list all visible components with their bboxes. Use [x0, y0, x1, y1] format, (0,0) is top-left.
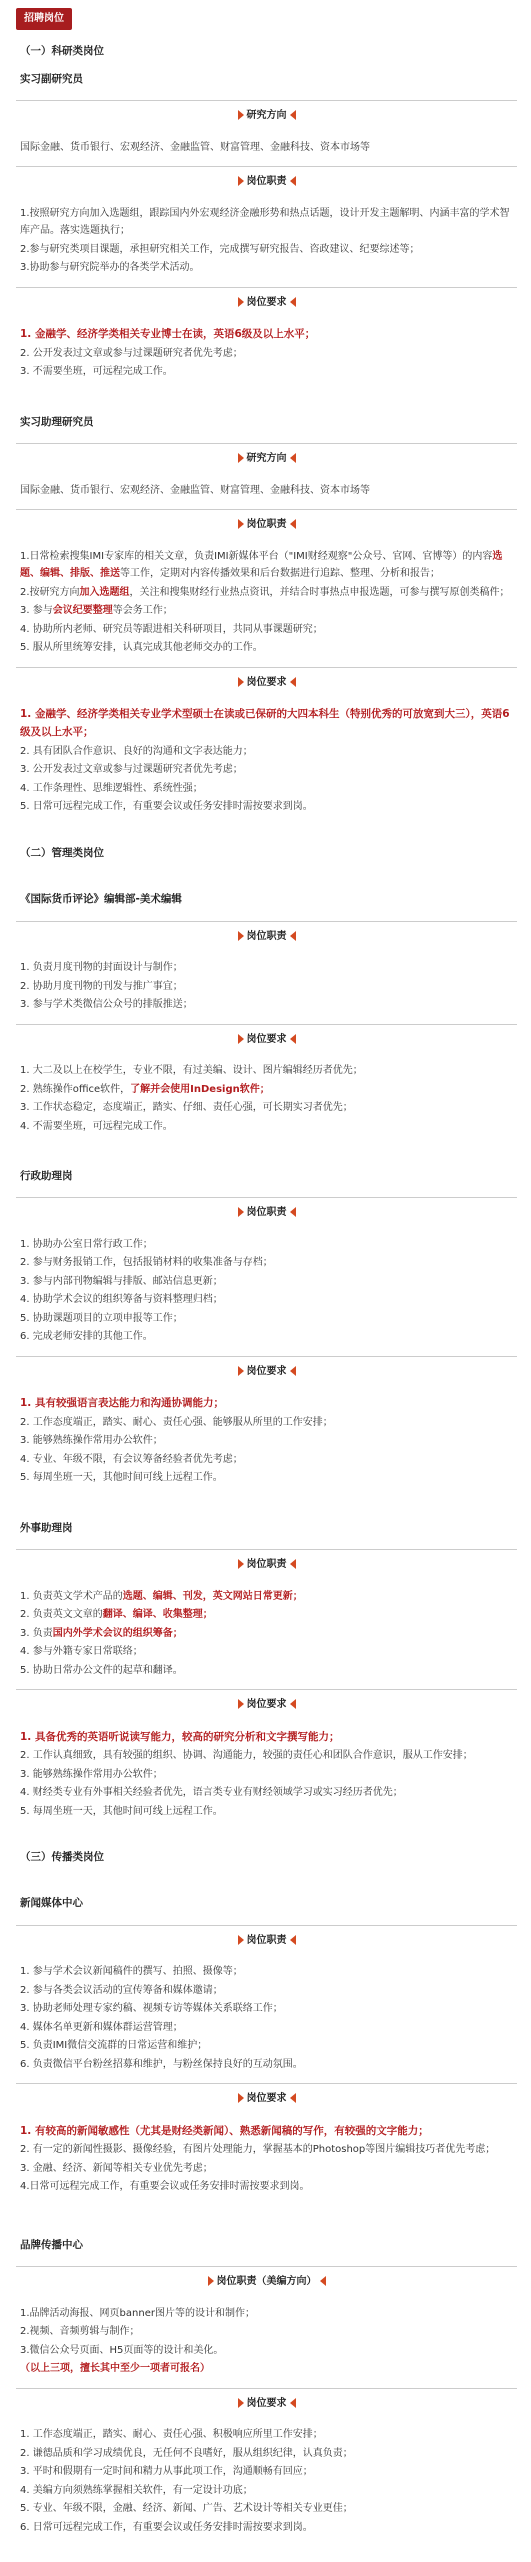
duty-list — [20, 1588, 517, 1680]
list-item: 2. 协助月度刊物的刊发与推广事宜； — [20, 980, 183, 992]
list-item: 2. 工作态度端正，踏实、耐心、责任心强、能够服从所里的工作安排； — [20, 1416, 333, 1428]
group-research-title: （一）科研类岗位 — [20, 44, 104, 57]
arrow-left-icon — [238, 1366, 244, 1376]
duty-list — [20, 1236, 517, 1346]
requirement-list — [20, 325, 517, 380]
section-header-requirement — [16, 1356, 517, 1381]
arrow-right-icon — [290, 1559, 296, 1569]
list-item: 2.视频、音频剪辑与制作； — [20, 2326, 140, 2337]
divider — [16, 1356, 517, 1357]
arrow-right-icon — [290, 297, 296, 307]
arrow-right-icon — [290, 519, 296, 529]
list-item: 2. 谦德品质和学习成绩优良，无任何不良嗜好，服从组织纪律，认真负责； — [20, 2447, 353, 2459]
duty-list — [20, 1963, 517, 2073]
divider — [16, 100, 517, 101]
text-segment: ，关注和搜集财经行业热点资讯，并结合时事热点申报选题，可参与撰写原创类稿件； — [129, 586, 510, 598]
divider — [16, 509, 517, 510]
list-item: 3. 公开发表过文章或参与过课题研究者优先考虑； — [20, 764, 243, 776]
arrow-right-icon — [290, 1935, 296, 1945]
list-item: 5. 专业、年级不限，金融、经济、新闻、广告、艺术设计等相关专业更佳； — [20, 2503, 353, 2514]
text-segment: 2. 负责英文文章的 — [20, 1609, 103, 1621]
arrow-left-icon — [238, 2093, 244, 2103]
section-header-label: 岗位要求 — [246, 2397, 287, 2409]
divider — [16, 1197, 517, 1198]
section-header-label: 岗位职责 — [246, 176, 287, 188]
section-header-label: 岗位职责 — [246, 1207, 287, 1219]
section-header-duty — [16, 509, 517, 534]
list-item: 2. 参与各类会议活动的宣传筹备和媒体邀请； — [20, 1984, 223, 1996]
arrow-right-icon — [290, 2398, 296, 2408]
list-item — [20, 1081, 517, 1099]
list-item: 2. 有一定的新闻性摄影、摄像经验，有图片处理能力，掌握基本的Photoshop等图片编辑技巧者优先考虑； — [20, 2144, 496, 2156]
divider — [16, 443, 517, 444]
arrow-left-icon — [238, 1207, 244, 1217]
arrow-right-icon — [290, 2093, 296, 2103]
divider — [16, 1024, 517, 1025]
list-item: 4. 媒体名单更新和媒体群运营管理； — [20, 2021, 183, 2033]
list-item: 4.日常可远程完成工作，有重要会议或任务安排时需按要求到岗。 — [20, 2181, 310, 2193]
list-item-highlight: 1. 具有较强语言表达能力和沟通协调能力； — [20, 1397, 224, 1410]
section-header-duty — [16, 1549, 517, 1574]
section-header-label: 岗位要求 — [246, 1365, 287, 1377]
job-title-admin-assistant: 行政助理岗 — [20, 1170, 73, 1182]
job-title-foreign-affairs-assistant: 外事助理岗 — [20, 1521, 73, 1534]
list-item: 3. 参与学术类微信公众号的排版推送； — [20, 999, 193, 1010]
job-title-associate-researcher: 实习副研究员 — [20, 72, 83, 85]
arrow-left-icon — [238, 1559, 244, 1569]
list-item: 3. 平时和假期有一定时间和精力从事此项工作，沟通顺畅有回应； — [20, 2466, 313, 2477]
list-item-highlight: 1. 具备优秀的英语听说读写能力，较高的研究分析和文字撰写能力； — [20, 1730, 340, 1743]
section-header-label: 岗位要求 — [246, 1033, 287, 1045]
arrow-left-icon — [238, 1034, 244, 1044]
arrow-left-icon — [238, 677, 244, 687]
list-item: 1. 负责月度刊物的封面设计与制作； — [20, 962, 183, 973]
duty-list — [20, 959, 517, 1014]
list-item: 5. 负责IMI微信交流群的日常运营和维护； — [20, 2040, 208, 2052]
section-header-requirement — [16, 667, 517, 692]
list-item: 3. 不需要坐班，可远程完成工作。 — [20, 366, 173, 378]
list-item: 3. 能够熟练操作常用办公软件； — [20, 1435, 163, 1447]
list-item: 1. 工作态度端正，踏实、耐心、责任心强、积极响应所里工作安排； — [20, 2429, 323, 2440]
duty-list — [20, 2305, 517, 2378]
arrow-left-icon — [238, 110, 244, 120]
section-header-label: 岗位要求 — [246, 1699, 287, 1711]
list-item: 6. 日常可远程完成工作，有重要会议或任务安排时需按要求到岗。 — [20, 2521, 313, 2533]
divider — [16, 166, 517, 167]
requirement-list — [20, 705, 517, 816]
list-item: 3.协助参与研究院举办的各类学术活动。 — [20, 262, 200, 274]
section-header-direction — [16, 443, 517, 468]
section-header-label: 岗位职责 — [246, 1934, 287, 1946]
list-item — [20, 584, 517, 602]
divider — [16, 1689, 517, 1690]
arrow-left-icon — [208, 2276, 214, 2286]
list-item: 3. 金融、经济、新闻等相关专业优先考虑； — [20, 2162, 213, 2174]
arrow-left-icon — [238, 176, 244, 186]
section-header-requirement — [16, 2388, 517, 2413]
list-item: 3. 工作状态稳定，态度端正，踏实、仔细、责任心强，可长期实习者优先； — [20, 1102, 353, 1113]
list-item: 1.品牌活动海报、网页banner图片等的设计和制作； — [20, 2307, 255, 2319]
arrow-right-icon — [290, 1207, 296, 1217]
divider — [16, 667, 517, 668]
divider — [16, 1925, 517, 1926]
group-communication-title: （三）传播类岗位 — [20, 1851, 104, 1863]
text-highlight: 翻译、编译、收集整理； — [102, 1609, 213, 1621]
list-item: 3. 参与内部刊物编辑与排版、邮站信息更新； — [20, 1275, 223, 1287]
arrow-right-icon — [290, 677, 296, 687]
text-segment: 2.按研究方向 — [20, 586, 80, 598]
section-header-duty — [16, 166, 517, 191]
requirement-list — [20, 1394, 517, 1486]
list-item — [20, 602, 517, 620]
arrow-right-icon — [320, 2276, 326, 2286]
list-item: 4. 协助所内老师、研究员等跟进相关科研项目，共同从事课题研究； — [20, 623, 323, 635]
text-segment: 等会务工作； — [112, 605, 173, 616]
arrow-right-icon — [290, 1699, 296, 1709]
section-header-direction — [16, 100, 517, 125]
job-title-brand-communication-center: 品牌传播中心 — [20, 2238, 83, 2251]
requirement-list — [20, 2426, 517, 2536]
text-highlight: 了解并会使用InDesign软件； — [130, 1083, 270, 1095]
arrow-left-icon — [238, 1935, 244, 1945]
section-header-label: 岗位要求 — [246, 676, 287, 688]
section-header-label: 岗位职责 — [246, 1559, 287, 1571]
requirement-list — [20, 2122, 517, 2196]
list-item — [20, 548, 517, 583]
section-header-label: 研究方向 — [246, 453, 287, 464]
section-header-label: 岗位职责（美编方向） — [216, 2276, 317, 2287]
list-item: 1. 参与学术会议新闻稿件的撰写、拍照、摄像等； — [20, 1966, 243, 1978]
text-segment: 1. 负责英文学术产品的 — [20, 1590, 123, 1602]
list-item-highlight: 1. 金融学、经济学类相关专业学术型硕士在读或已保研的大四本科生（特别优秀的可放宽到大三），英语6级及以上水平； — [20, 708, 510, 739]
arrow-left-icon — [238, 2398, 244, 2408]
list-item: 5. 日常可远程完成工作，有重要会议或任务安排时需按要求到岗。 — [20, 801, 313, 813]
list-item: 5. 每周坐班一天，其他时间可线上远程工作。 — [20, 1805, 223, 1817]
section-badge: 招聘岗位 — [16, 8, 72, 30]
arrow-left-icon — [238, 1699, 244, 1709]
section-header-requirement — [16, 2083, 517, 2108]
list-item — [20, 1588, 517, 1606]
divider — [16, 2388, 517, 2389]
arrow-right-icon — [290, 110, 296, 120]
divider — [16, 921, 517, 922]
list-item: 4. 财经类专业有外事相关经验者优先，语言类专业有财经领域学习或实习经历者优先； — [20, 1787, 403, 1798]
list-item: 4. 不需要坐班，可远程完成工作。 — [20, 1120, 173, 1132]
list-item: 4. 专业、年级不限，有会议筹备经验者优先考虑； — [20, 1453, 243, 1465]
list-item — [20, 1625, 517, 1643]
section-header-label: 研究方向 — [246, 110, 287, 122]
section-header-requirement — [16, 1689, 517, 1714]
requirement-list — [20, 1728, 517, 1820]
list-item: 3.微信公众号页面、H5页面等的设计和美化。 — [20, 2344, 224, 2356]
research-direction-text: 国际金融、货币银行、宏观经济、金融监管、财富管理、金融科技、资本市场等 — [20, 484, 370, 496]
arrow-left-icon — [238, 297, 244, 307]
job-title-news-media-center: 新闻媒体中心 — [20, 1897, 83, 1910]
section-header-requirement — [16, 1024, 517, 1049]
divider — [16, 1549, 517, 1550]
text-segment: 3. 负责 — [20, 1627, 53, 1639]
list-item: 4. 美编方向须熟练掌握相关软件，有一定设计功底； — [20, 2484, 253, 2496]
list-item: 4. 工作条理性、思维逻辑性、系统性强； — [20, 782, 203, 794]
text-segment: 等工作，定期对内容传播效果和后台数据进行追踪、整理、分析和报告； — [120, 568, 440, 579]
list-item: 1. 协助办公室日常行政工作； — [20, 1238, 153, 1250]
list-item: 5. 服从所里统筹安排，认真完成其他老师交办的工作。 — [20, 642, 263, 653]
arrow-left-icon — [238, 519, 244, 529]
list-item: 1.按照研究方向加入选题组，跟踪国内外宏观经济金融形势和热点话题，设计开发主题解明、内涵丰富的学术智库产品。落实选题执行； — [20, 207, 510, 237]
section-header-label: 岗位职责 — [246, 519, 287, 530]
arrow-right-icon — [290, 1034, 296, 1044]
section-header-duty — [16, 1197, 517, 1222]
list-item: 6. 负责微信平台粉丝招募和维护，与粉丝保持良好的互动氛围。 — [20, 2058, 303, 2070]
section-header-duty — [16, 921, 517, 946]
list-item — [20, 1606, 517, 1624]
section-header-label: 岗位要求 — [246, 2093, 287, 2105]
text-segment: 2. 熟练操作office软件， — [20, 1083, 131, 1095]
list-item: 2. 公开发表过文章或参与过课题研究者优先考虑； — [20, 347, 243, 359]
divider — [16, 2083, 517, 2084]
duty-list — [20, 205, 517, 277]
arrow-right-icon — [290, 453, 296, 463]
section-header-label: 岗位职责 — [246, 930, 287, 942]
list-item-highlight: 1. 金融学、经济学类相关专业博士在读，英语6级及以上水平； — [20, 328, 316, 341]
arrow-left-icon — [238, 931, 244, 941]
text-highlight: 国内外学术会议的组织筹备； — [52, 1627, 183, 1639]
list-item: 4. 参与外籍专家日常联络； — [20, 1646, 143, 1658]
arrow-right-icon — [290, 176, 296, 186]
list-item: 5. 每周坐班一天，其他时间可线上远程工作。 — [20, 1472, 223, 1484]
list-item: 5. 协助日常办公文件的起草和翻译。 — [20, 1664, 183, 1676]
text-segment: 1.日常检索搜集IMI专家库的相关文章，负责IMI新媒体平台（"IMI财经观察"公众号、官网、官博等）的内容 — [20, 550, 493, 562]
list-item-highlight: 1. 有较高的新闻敏感性（尤其是财经类新闻）、熟悉新闻稿的写作，有较强的文字能力； — [20, 2124, 429, 2137]
list-item: 3. 协助老师处理专家约稿、视频专访等媒体关系联络工作； — [20, 2003, 283, 2015]
list-item: 2. 具有团队合作意识、良好的沟通和文字表达能力； — [20, 745, 253, 757]
research-direction-text: 国际金融、货币银行、宏观经济、金融监管、财富管理、金融科技、资本市场等 — [20, 141, 370, 153]
list-item: 4. 协助学术会议的组织筹备与资料整理归档； — [20, 1294, 223, 1306]
text-highlight: 加入选题组 — [79, 586, 130, 598]
list-item: 5. 协助课题项目的立项申报等工作； — [20, 1312, 183, 1324]
divider — [16, 287, 517, 288]
list-item: 2. 工作认真细致，具有较强的组织、协调、沟通能力，较强的责任心和团队合作意识，服从工作安排； — [20, 1750, 473, 1761]
list-item: 1. 大二及以上在校学生，专业不限，有过美编、设计、图片编辑经历者优先； — [20, 1065, 363, 1076]
section-header-duty — [16, 1925, 517, 1950]
list-item: 2.参与研究类项目课题，承担研究相关工作，完成撰写研究报告、咨政建议、纪要综述等； — [20, 243, 420, 255]
arrow-right-icon — [290, 1366, 296, 1376]
requirement-list — [20, 1062, 517, 1135]
list-item: 3. 能够熟练操作常用办公软件； — [20, 1768, 163, 1780]
duty-note: （以上三项，擅长其中至少一项者可报名） — [20, 2363, 210, 2374]
text-segment: 3. 参与 — [20, 605, 53, 616]
text-highlight: 选题、编辑、刊发，英文网站日常更新； — [122, 1590, 303, 1602]
list-item: 2. 参与财务报销工作，包括报销材料的收集准备与存档； — [20, 1257, 273, 1269]
text-highlight: 会议纪要整理 — [52, 605, 113, 616]
job-title-assistant-researcher: 实习助理研究员 — [20, 415, 94, 428]
recruitment-page — [16, 8, 517, 2536]
arrow-left-icon — [238, 453, 244, 463]
group-management-title: （二）管理类岗位 — [20, 846, 104, 859]
job-title-art-editor: 《国际货币评论》编辑部-美术编辑 — [20, 893, 182, 906]
text-highlight: 选题、编辑、排版、推送 — [20, 550, 503, 579]
list-item: 6. 完成老师安排的其他工作。 — [20, 1331, 153, 1343]
divider — [16, 2266, 517, 2267]
arrow-right-icon — [290, 931, 296, 941]
section-header-duty — [16, 2266, 517, 2291]
duty-list — [20, 548, 517, 657]
section-header-requirement — [16, 287, 517, 312]
section-header-label: 岗位要求 — [246, 296, 287, 308]
